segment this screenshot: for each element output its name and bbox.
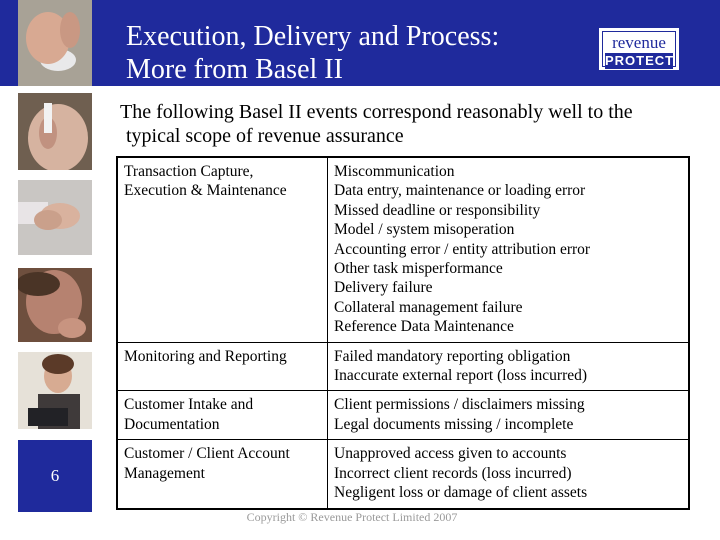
events-cell [328,391,690,440]
slide-title [126,20,499,86]
logo-word-revenue: revenue [612,33,666,52]
events-cell [328,157,690,342]
intro-line-1: The following Basel II events correspond reasonably well to the [120,101,633,123]
category-cell [117,391,328,440]
category-cell [117,440,328,509]
photo-strip [18,0,92,512]
photo-handshake [18,180,92,255]
revenue-protect-logo [597,26,681,72]
event-item: Collateral management failure [334,298,523,316]
event-item: Miscommunication [334,163,455,180]
intro-line-2: typical scope of revenue assurance [126,125,404,147]
events-cell [328,342,690,391]
category-line: Management [124,464,205,482]
title-banner [0,0,720,86]
table-row [117,440,689,509]
event-item: Delivery failure [334,279,433,297]
event-item: Inaccurate external report (loss incurred) [334,367,588,385]
table-row [117,391,689,440]
logo-frame [602,31,676,67]
event-item: Reference Data Maintenance [334,318,514,336]
category-cell [117,157,328,342]
category-line: Monitoring and Reporting [124,347,287,365]
table-row [117,342,689,391]
basel-events-table [116,156,690,510]
event-item: Model / system misoperation [334,221,515,239]
event-item: Client permissions / disclaimers missing [334,396,585,414]
slide-title-line-1: Execution, Delivery and Process: [126,21,500,52]
event-item: Accounting error / entity attribution error [334,240,591,258]
photo-hand-on-mouse [18,0,92,86]
event-item: Legal documents missing / incomplete [334,415,574,433]
logo-word-protect: PROTECT [605,53,675,68]
event-item: Data entry, maintenance or loading error [334,182,586,200]
photo-ear-headset [18,93,92,170]
event-item: Negligent loss or damage of client assets [334,484,588,502]
events-cell [328,440,690,509]
category-cell [117,342,328,391]
event-item: Other task misperformance [334,260,503,278]
category-line: Transaction Capture, [124,163,254,180]
slide-title-line-2: More from Basel II [126,54,343,85]
category-line: Documentation [124,415,220,433]
event-item: Incorrect client records (loss incurred) [334,464,572,482]
photo-man-thinking [18,268,92,342]
page-number: 6 [18,440,92,512]
table-row [117,157,689,342]
intro-text [120,100,710,148]
category-line: Customer Intake and [124,396,254,414]
event-item: Failed mandatory reporting obligation [334,347,571,365]
copyright-footer: Copyright © Revenue Protect Limited 2007 [246,510,458,524]
category-line: Execution & Maintenance [124,182,287,200]
photo-woman-laptop [18,352,92,429]
category-line: Customer / Client Account [124,445,290,463]
event-item: Unapproved access given to accounts [334,445,567,463]
event-item: Missed deadline or responsibility [334,201,541,219]
